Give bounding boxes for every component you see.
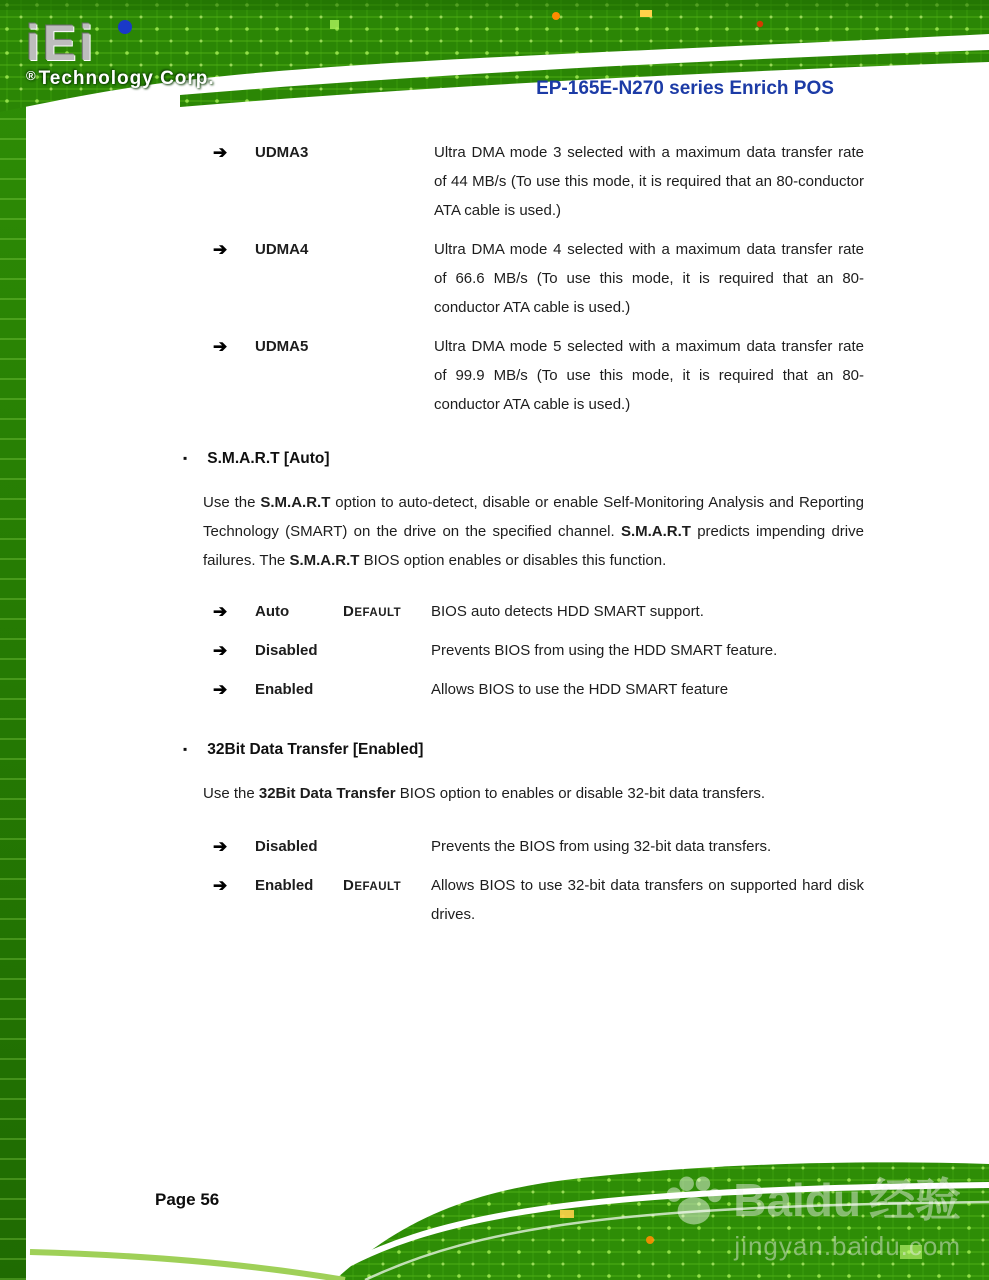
default-badge: DEFAULT	[343, 877, 402, 894]
option-description: Allows BIOS to use 32-bit data transfers on supported hard disk drives.	[431, 877, 864, 923]
option-label: Enabled	[255, 681, 314, 698]
bit32-heading-text: 32Bit Data Transfer [Enabled]	[207, 741, 424, 758]
watermark-url: jingyan.baidu.com	[734, 1231, 961, 1261]
udma5-description: Ultra DMA mode 5 selected with a maximum data transfer rate of 99.9 MB/s (To use this mode, it is required that an 80-conductor ATA cable is used.)	[434, 338, 864, 413]
bit32-option-enabled	[0, 871, 864, 929]
pcb-footer-graphic	[0, 1150, 989, 1280]
arrow-icon: ➔	[213, 876, 228, 895]
page-footer	[0, 1150, 989, 1280]
udma4-description: Ultra DMA mode 4 selected with a maximum data transfer rate of 66.6 MB/s (To use this mode, it is required that an 80-conductor ATA cable is used.)	[434, 241, 864, 316]
page-number-label: Page 56	[155, 1190, 220, 1209]
company-name: Technology Corp.	[38, 68, 215, 89]
iei-logo-company	[26, 68, 326, 90]
option-description: BIOS auto detects HDD SMART support.	[431, 603, 704, 620]
option-label: Disabled	[255, 642, 318, 659]
udma3-description: Ultra DMA mode 3 selected with a maximum data transfer rate of 44 MB/s (To use this mode, it is required that an 80-conductor ATA cable is used.)	[434, 144, 864, 219]
option-description: Allows BIOS to use the HDD SMART feature	[431, 681, 729, 698]
arrow-icon: ➔	[213, 602, 228, 621]
smart-heading-text: S.M.A.R.T [Auto]	[207, 450, 330, 467]
smart-option-enabled	[0, 675, 864, 704]
option-description: Prevents BIOS from using the HDD SMART feature.	[431, 642, 778, 659]
paragraph-run-bold: S.M.A.R.T	[260, 494, 331, 511]
udma5-label: UDMA5	[255, 338, 309, 355]
arrow-icon: ➔	[213, 837, 228, 856]
paragraph-run: Use the	[203, 785, 259, 802]
paragraph-run: BIOS option enables or disables this function.	[359, 552, 667, 569]
document-title: EP-165E-N270 series Enrich POS	[536, 78, 834, 99]
paragraph-run-bold: 32Bit Data Transfer	[258, 785, 396, 802]
option-label: Disabled	[255, 838, 318, 855]
page-header	[0, 0, 989, 135]
smart-options-list	[0, 597, 864, 704]
arrow-icon: ➔	[213, 143, 228, 162]
iei-logo-text: iEi	[26, 15, 97, 71]
paragraph-run: option to auto-detect, disable or enable Self-Monitoring Analysis and Reporting Technology (SMART) on the drive on the specified channel.	[203, 494, 864, 540]
udma5-row	[0, 332, 864, 419]
bit32-section-heading	[183, 738, 864, 761]
square-bullet-icon: ▪	[183, 451, 188, 465]
paragraph-run-bold: S.M.A.R.T	[289, 552, 360, 569]
smart-paragraph	[203, 488, 864, 575]
arrow-icon: ➔	[213, 337, 228, 356]
paragraph-run: predicts impending drive failures. The	[203, 523, 864, 569]
watermark-brand-cn: 经验	[869, 1174, 961, 1226]
smart-option-auto	[0, 597, 864, 626]
page-content	[0, 138, 864, 939]
square-bullet-icon: ▪	[183, 742, 188, 756]
iei-logo	[26, 15, 326, 90]
udma4-row	[0, 235, 864, 322]
smart-section-heading	[183, 447, 864, 470]
arrow-icon: ➔	[213, 240, 228, 259]
option-description: Prevents the BIOS from using 32-bit data transfers.	[431, 838, 772, 855]
option-label: Enabled	[255, 877, 314, 894]
bit32-options-list	[0, 832, 864, 929]
arrow-icon: ➔	[213, 680, 228, 699]
smart-option-disabled	[0, 636, 864, 665]
udma3-row	[0, 138, 864, 225]
udma4-label: UDMA4	[255, 241, 309, 258]
registered-mark: ®	[26, 68, 37, 83]
bit32-paragraph	[203, 779, 864, 808]
paragraph-run: Use the	[203, 494, 261, 511]
default-badge: DEFAULT	[343, 603, 402, 620]
watermark-brand: Baidu	[733, 1174, 861, 1226]
bit32-option-disabled	[0, 832, 864, 861]
paragraph-run-bold: S.M.A.R.T	[620, 523, 691, 540]
arrow-icon: ➔	[213, 641, 228, 660]
paragraph-run: BIOS option to enables or disable 32-bit data transfers.	[395, 785, 765, 802]
udma3-label: UDMA3	[255, 144, 309, 161]
iei-logo-blue-dot-icon	[118, 20, 132, 34]
option-label: Auto	[255, 603, 290, 620]
